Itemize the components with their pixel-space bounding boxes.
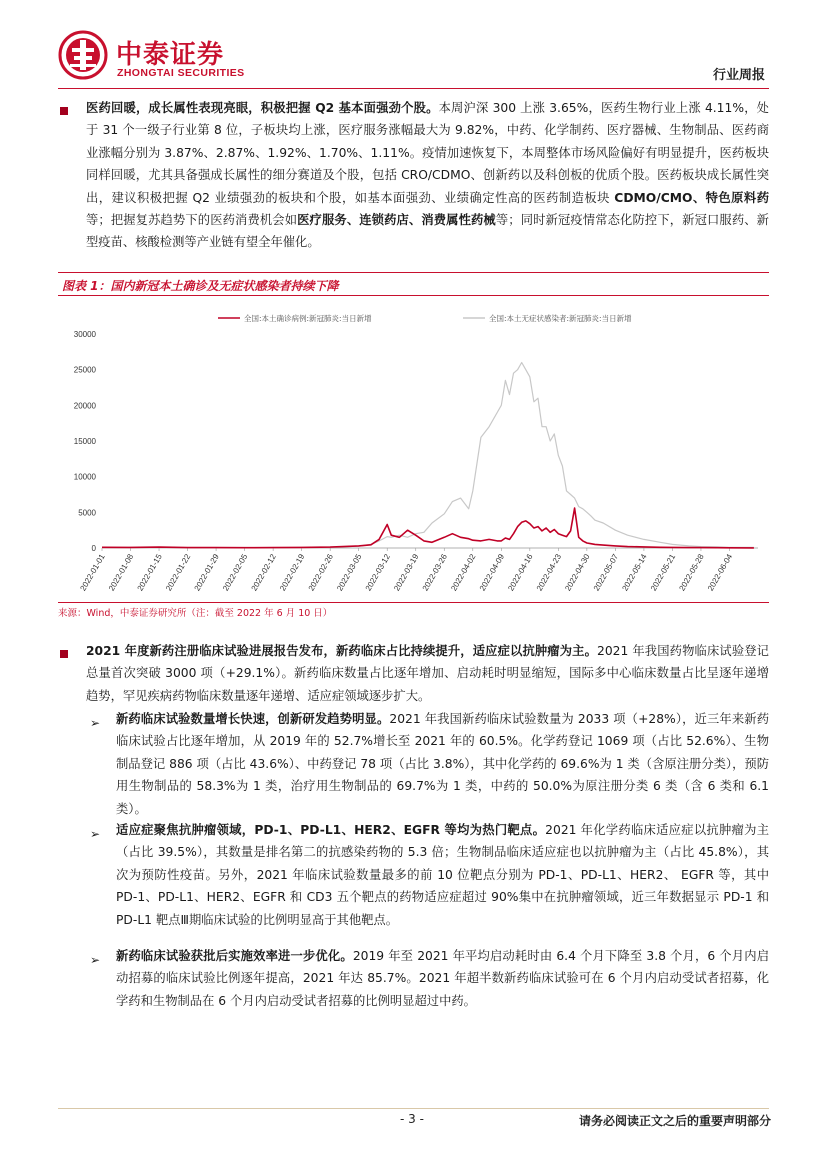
- sub-point-2-text: 2021 年化学药临床适应症以抗肿瘤为主（占比 39.5%），其数量是排名第二的抗感染药物的 5.3 倍；生物制品临床适应症也以抗肿瘤为主（占比 45.8%），其次为预防性疫苗。另外，2021 年临床试验数量最多的前 10 位靶点分别为 PD-1、PD-L1、HER2、 EGFR 等，其中 PD-1、PD-L1、HER2、EGFR 和 CD3 五个靶点的药物适应症超过 90%集中在抗肿瘤领域，近三年数据显示 PD-1 和 PD-L1 靶点Ⅲ期临床试验的比例明显高于其他靶点。: [116, 823, 769, 927]
- figure-source-note: 来源：Wind，中泰证券研究所（注：截至 2022 年 6 月 10 日）: [58, 608, 333, 619]
- legend-label: 全国:本土确诊病例:新冠肺炎:当日新增: [244, 314, 372, 323]
- x-tick-label: 2022-03-19: [392, 552, 421, 593]
- section1-highlight-2: 医疗服务、连锁药店、消费属性药械: [297, 213, 496, 228]
- y-tick-label: 30000: [73, 330, 96, 339]
- report-type-label: 行业周报: [712, 68, 765, 83]
- x-tick-label: 2022-05-14: [620, 552, 649, 593]
- x-tick-label: 2022-04-23: [534, 552, 564, 593]
- x-tick-label: 2022-01-01: [78, 552, 107, 593]
- x-tick-label: 2022-03-05: [335, 552, 364, 593]
- section1-highlight-1: CDMO/CMO、特色原料药: [614, 190, 769, 205]
- x-tick-label: 2022-01-22: [164, 552, 193, 593]
- covid-cases-line-chart: [58, 300, 769, 600]
- company-name-cn: 中泰证券: [116, 40, 225, 70]
- section2-lead: 2021 年度新药注册临床试验进展报告发布，新药临床占比持续提升，适应症以抗肿瘤为主。: [86, 644, 598, 658]
- x-tick-label: 2022-04-09: [477, 552, 507, 593]
- figure-bottom-divider: [58, 602, 769, 603]
- section2-text: 2021 年我国药物临床试验登记总量首次突破 3000 项（+29.1%）。新药临床数量占比逐年增加、启动耗时明显缩短，国际多中心临床数量占比呈逐年递增趋势，罕见疾病药物临床数量逐年递增、适应症领域逐步扩大。: [86, 644, 769, 703]
- y-tick-label: 10000: [73, 472, 96, 482]
- x-tick-label: 2022-02-26: [306, 552, 335, 593]
- x-tick-label: 2022-03-26: [420, 552, 449, 593]
- footer-divider: [58, 1108, 769, 1109]
- x-tick-label: 2022-02-05: [221, 552, 250, 593]
- sub-point-2-lead: 适应症聚焦抗肿瘤领域，PD-1、PD-L1、HER2、EGFR 等均为热门靶点。: [116, 823, 546, 837]
- zhongtai-logo-icon: [58, 30, 108, 80]
- bullet-square-icon: [60, 107, 68, 115]
- x-tick-label: 2022-06-04: [705, 552, 735, 593]
- page-number: - 3 -: [400, 1112, 424, 1126]
- asymptomatic-cases-line: [102, 363, 754, 548]
- section1-lead: 医药回暖，成长属性表现亮眼，积极把握 Q2 基本面强劲个股。: [86, 101, 439, 115]
- section1-paragraph: [86, 97, 769, 254]
- x-tick-label: 2022-04-30: [563, 552, 592, 593]
- x-tick-label: 2022-01-15: [135, 552, 164, 593]
- section1-text-3: 等；同时新冠疫情常态化防控下，新冠口服药、新型疫苗、核酸检测等产业链有望全年催化。: [86, 213, 769, 250]
- page-header: [0, 0, 827, 90]
- section1-text-2: 等；把握复苏趋势下的医药消费机会如: [86, 213, 298, 228]
- header-divider: [58, 88, 769, 89]
- figure-title: 图表 1：国内新冠本土确诊及无症状感染者持续下降: [62, 279, 339, 293]
- bullet-square-icon: [60, 650, 68, 658]
- figure-title-bar: [58, 272, 769, 296]
- x-tick-label: 2022-05-28: [677, 552, 706, 593]
- sub-point-3-lead: 新药临床试验获批后实施效率进一步优化。: [116, 949, 353, 963]
- arrow-bullet-icon: ➢: [90, 953, 101, 967]
- arrow-bullet-icon: ➢: [90, 827, 101, 841]
- x-tick-label: 2022-03-12: [363, 552, 392, 593]
- x-tick-label: 2022-04-16: [506, 552, 535, 593]
- sub-point-3-text: 2019 年至 2021 年平均启动耗时由 6.4 个月下降至 3.8 个月，6 个月内启动招募的临床试验比例逐年提高，2021 年达 85.7%。2021 年超半数新药临床试验可在 6 个月内启动受试者招募，化学药和生物制品在 6 个月内启动受试者招募的比例明显超过中药。: [116, 949, 769, 1008]
- y-tick-label: 20000: [73, 401, 96, 411]
- y-tick-label: 0: [91, 544, 96, 553]
- sub-point-1-lead: 新药临床试验数量增长快速，创新研发趋势明显。: [116, 712, 390, 726]
- y-tick-label: 15000: [73, 437, 96, 446]
- footer-disclaimer: 请务必阅读正文之后的重要声明部分: [578, 1114, 771, 1128]
- arrow-bullet-icon: ➢: [90, 716, 101, 730]
- x-tick-label: 2022-02-12: [249, 552, 278, 593]
- company-name-en: ZHONGTAI SECURITIES: [117, 67, 245, 79]
- section2-paragraph: [86, 640, 769, 707]
- x-tick-label: 2022-04-02: [449, 552, 478, 593]
- section1-text-1: 本周沪深 300 上涨 3.65%，医药生物行业上涨 4.11%，处于 31 个一级子行业第 8 位，子板块均上涨，医疗服务涨幅最大为 9.82%，中药、化学制药、医疗器械、生物制品、医药商业涨幅分别为 3.87%、2.87%、1.92%、1.70%、1.11%。疫情加速恢复下，本周整体市场风险偏好有明显提升，医药板块同样回暖，尤其具备强成长属性的细分赛道及个股，包括 CRO/CDMO、创新药以及科创板的优质个股。医药板块成长属性突出，建议积极把握 Q2 业绩强劲的板块和个股，如基本面强劲、业绩确定性高的医药制造板块: [86, 101, 769, 205]
- x-tick-label: 2022-05-21: [648, 552, 678, 593]
- sub-point-1: [116, 708, 769, 820]
- y-tick-label: 5000: [78, 508, 96, 518]
- legend-label: 全国:本土无症状感染者:新冠肺炎:当日新增: [489, 314, 632, 323]
- x-tick-label: 2022-05-07: [591, 552, 621, 593]
- x-tick-label: 2022-01-29: [192, 552, 221, 593]
- sub-point-3: [116, 945, 769, 1012]
- y-tick-label: 25000: [73, 365, 96, 375]
- sub-point-1-text: 2021 年我国新药临床试验数量为 2033 项（+28%），近三年来新药临床试验占比逐年增加，从 2019 年的 52.7%增长至 2021 年的 60.5%。化学药登记 1069 项（占比 52.6%）、生物制品登记 886 项（占比 43.6%）、中药登记 78 项（占比 3.8%），其中化学药的 69.6%为 1 类（含原注册分类），预防用生物制品的 58.3%为 1 类，治疗用生物制品的 69.7%为 1 类，中药的 50.0%为原注册分类 6 类（含 6 类和 6.1 类）。: [116, 712, 769, 816]
- x-tick-label: 2022-02-19: [278, 552, 307, 593]
- sub-point-2: [116, 819, 769, 931]
- x-tick-label: 2022-01-08: [106, 552, 136, 593]
